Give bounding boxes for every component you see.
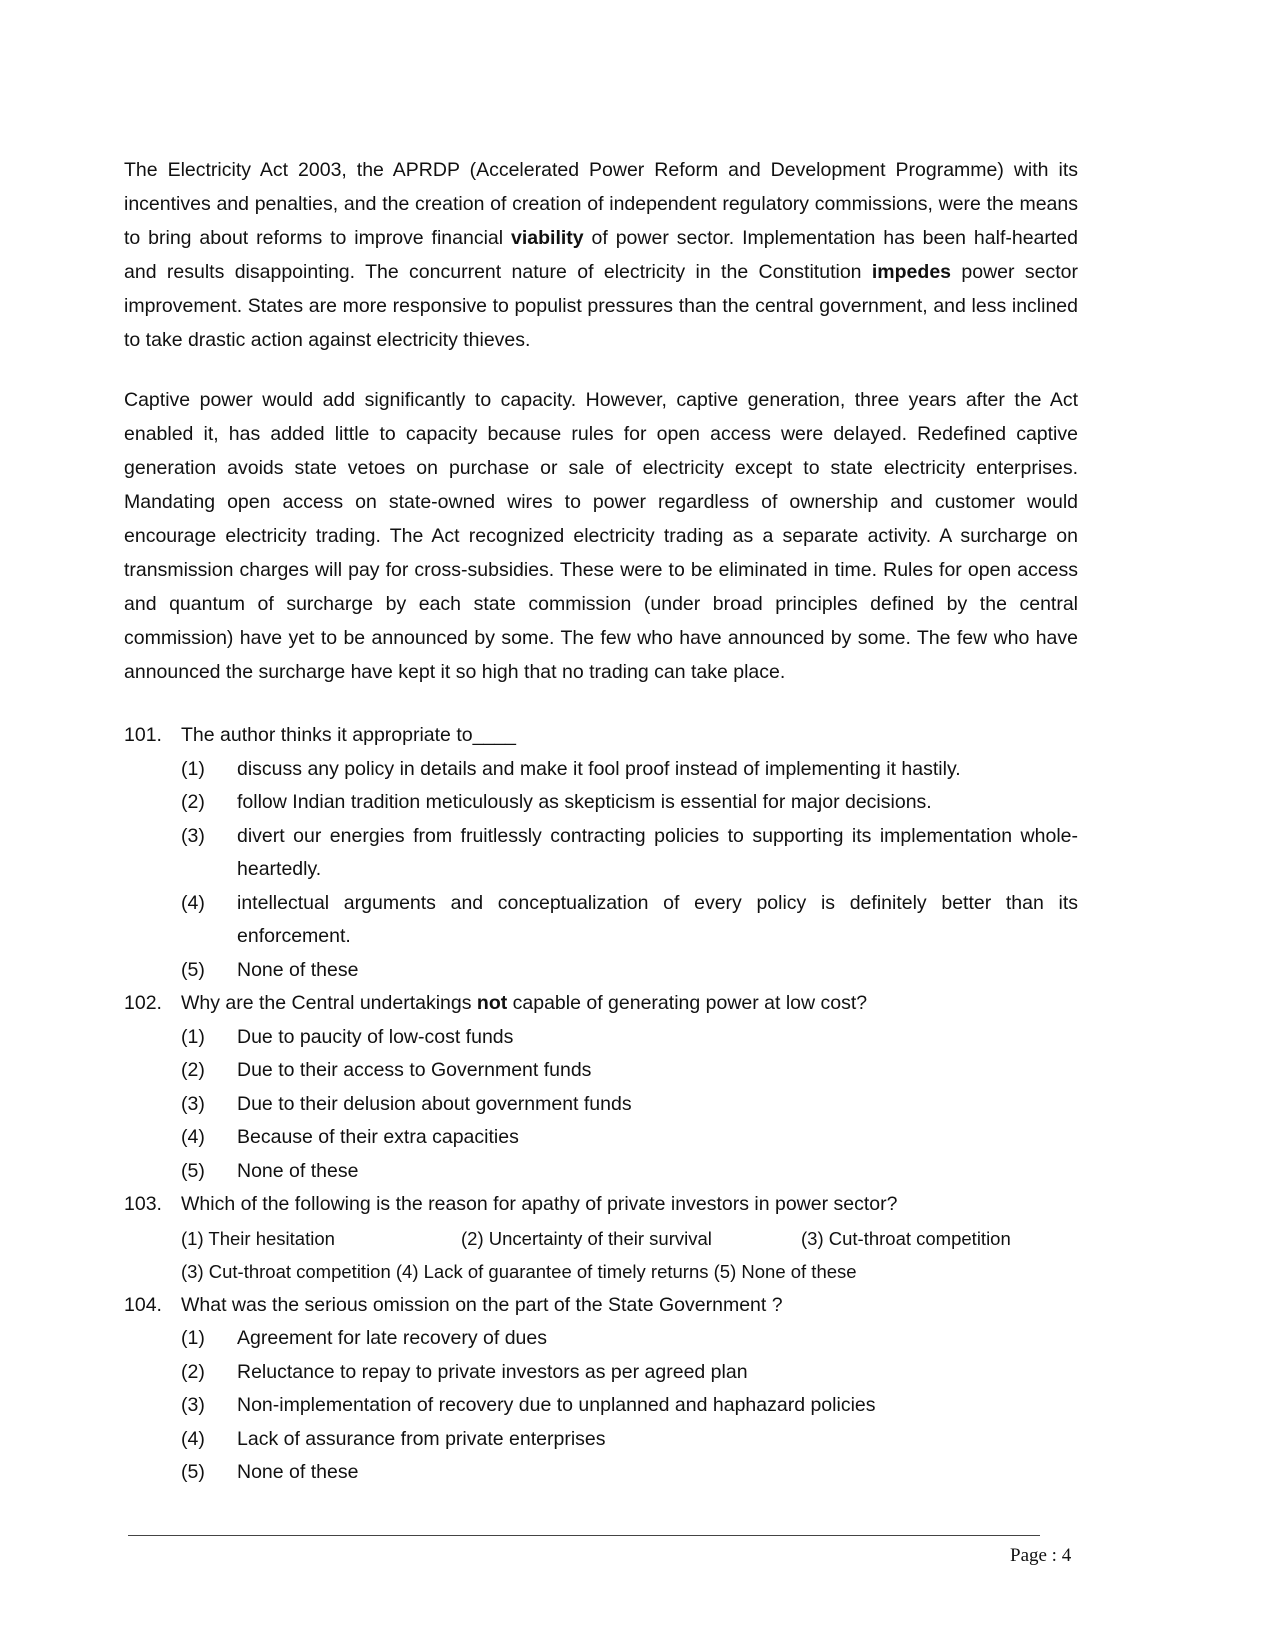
option-item: (3) Cut-throat competition (801, 1227, 1011, 1249)
bold-word-viability: viability (511, 227, 584, 249)
option-item: (1) Their hesitation (181, 1227, 335, 1249)
question-text: The author thinks it appropriate to____ (181, 724, 516, 746)
option-item: (4) intellectual arguments and conceptualization of every policy is definitely better than its enforcement. (181, 891, 1078, 947)
question-102 (124, 987, 1078, 1021)
option-item: (4) Because of their extra capacities (181, 1126, 519, 1148)
option-item: (3) Due to their delusion about government funds (181, 1092, 632, 1115)
question-number: 101. (124, 724, 162, 746)
option-item: (2) Due to their access to Government funds (181, 1059, 592, 1081)
option-item: (4) Lack of assurance from private enterprises (181, 1427, 606, 1450)
option-item: (2) Reluctance to repay to private investors as per agreed plan (181, 1360, 748, 1383)
footer-divider (128, 1535, 1040, 1536)
option-item: (2) Uncertainty of their survival (461, 1227, 712, 1249)
passage-paragraph-2: Captive power would add significantly to capacity. However, captive generation, three years after the Act enabled it, has added little to capacity because rules for open access were delayed. Redefined captive generation avoids state vetoes on purchase or sale of electricity except to state electricity enterprises. Mandating open access on state-owned wires to power regardless of ownership and customer would encourage electricity trading. The Act recognized electricity trading as a separate activity. A surcharge on transmission charges will pay for cross-subsidies. These were to be eliminated in time. Rules for open access and quantum of surcharge by each state commission (under broad principles defined by the central commission) have yet to be announced by some. The few who have announced by some. The few who have announced the surcharge have kept it so high that no trading can take place. (124, 389, 1078, 683)
option-item: (3) divert our energies from fruitlessly contracting policies to supporting its implementation whole-heartedly. (181, 824, 1078, 880)
option-item: (1) Due to paucity of low-cost funds (181, 1025, 514, 1048)
question-101 (124, 719, 1078, 753)
option-item: (2) follow Indian tradition meticulously as skepticism is essential for major decisions. (181, 791, 932, 813)
option-item: (1) Agreement for late recovery of dues (181, 1327, 547, 1349)
option-row-2: (3) Cut-throat competition (4) Lack of guarantee of timely returns (5) None of these (181, 1261, 857, 1282)
page-content (124, 153, 1078, 1490)
option-item: (1) discuss any policy in details and make it fool proof instead of implementing it hastily. (181, 757, 961, 780)
bold-word-not: not (476, 992, 508, 1014)
question-list (124, 719, 1078, 1490)
question-104 (124, 1289, 1078, 1323)
bold-word-impedes: impedes (871, 261, 952, 283)
option-item: (5) None of these (181, 958, 359, 981)
passage-paragraph-1: The Electricity Act 2003, the APRDP (Accelerated Power Reform and Development Programme) with its incentives and penalties, and the creation of creation of independent regulatory commissions, were the means to bring about reforms to improve financial viability of power sector. Implementation has been half-hearted and results disappointing. The concurrent nature of electricity in the Constitution impedes power sector improvement. States are more responsive to populist pressures than the central government, and less inclined to take drastic action against electricity thieves. (124, 159, 1078, 351)
option-item: (3) Non-implementation of recovery due to unplanned and haphazard policies (181, 1394, 876, 1416)
page-number: Page : 4 (1010, 1545, 1072, 1566)
option-row-1 (124, 1222, 1078, 1256)
option-item: (5) None of these (181, 1159, 359, 1182)
question-103 (124, 1188, 1078, 1222)
question-number: 102. (124, 992, 162, 1014)
question-number: 103. (124, 1193, 162, 1215)
option-item: (5) None of these (181, 1461, 359, 1483)
question-number: 104. (124, 1293, 162, 1316)
question-text: What was the serious omission on the part of the State Government ? (181, 1293, 783, 1316)
question-text: Which of the following is the reason for apathy of private investors in power sector? (181, 1193, 898, 1215)
question-text: Why are the Central undertakings not capable of generating power at low cost? (181, 992, 868, 1014)
